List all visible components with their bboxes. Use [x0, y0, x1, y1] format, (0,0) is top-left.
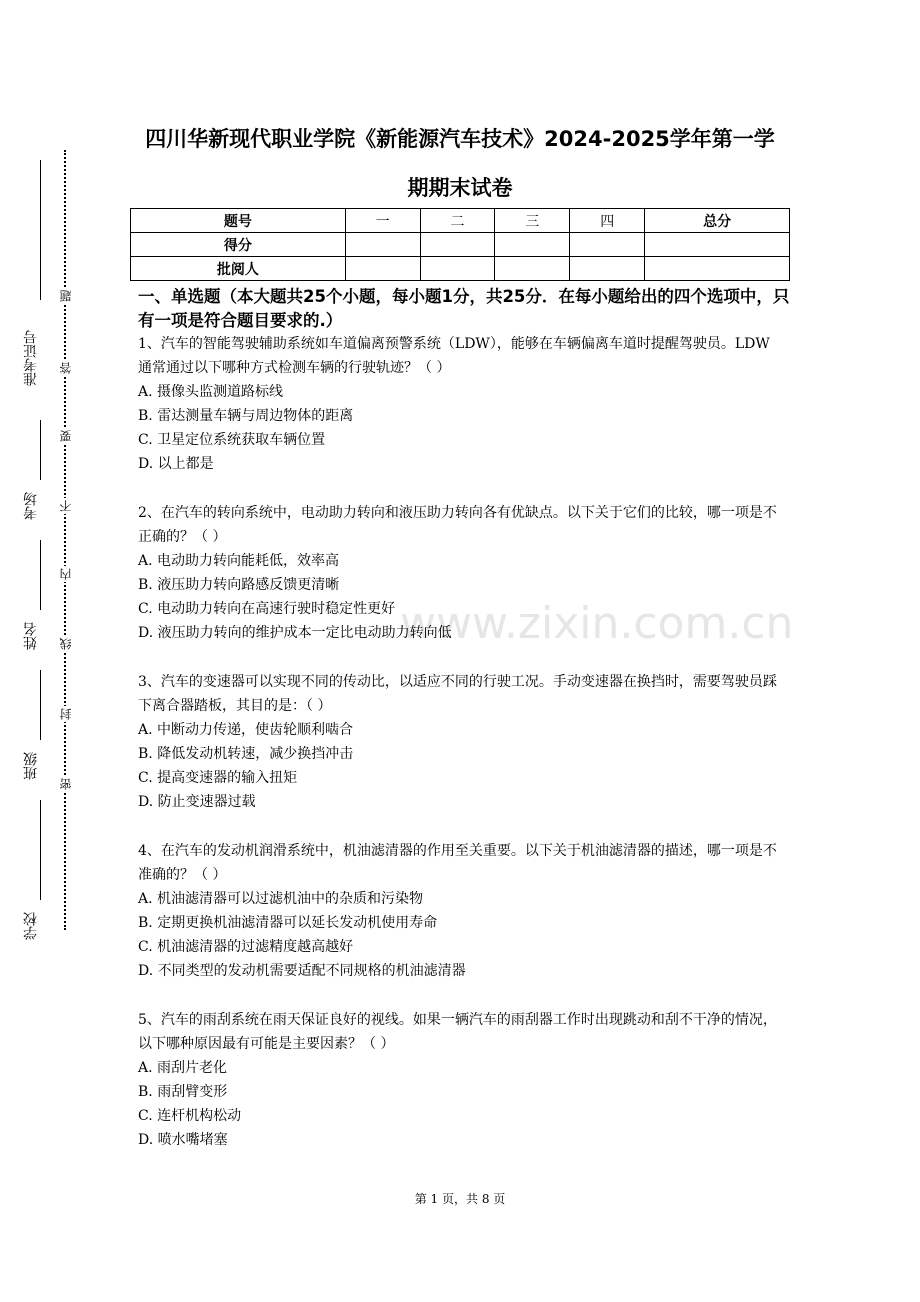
- grader-cell: [420, 257, 495, 281]
- fill-line: [40, 420, 41, 480]
- admission-number-label: 准考证号: [23, 330, 39, 386]
- option: A. 中断动力传递，使齿轮顺利啮合: [138, 722, 354, 738]
- grader-cell: [570, 257, 645, 281]
- seal-word: 要: [59, 430, 73, 442]
- score-table-header-row: [131, 209, 790, 233]
- seal-word: 不: [59, 500, 73, 512]
- option: C. 卫星定位系统获取车辆位置: [138, 432, 326, 448]
- seal-word: 答: [59, 362, 73, 374]
- option: C. 机油滤清器的过滤精度越高越好: [138, 939, 354, 955]
- header-cell: 总分: [645, 209, 790, 233]
- header-cell: 一: [345, 209, 420, 233]
- seal-word: 题: [59, 290, 73, 302]
- seal-word: 封: [59, 708, 73, 720]
- question-text: 4、在汽车的发动机润滑系统中，机油滤清器的作用至关重要。以下关于机油滤清器的描述，哪一项是不准确的？（ ）: [138, 843, 777, 883]
- question-text: 5、汽车的雨刮系统在雨天保证良好的视线。如果一辆汽车的雨刮器工作时出现跳动和刮不干净的情况，以下哪种原因最有可能是主要因素？（ ）: [138, 1012, 777, 1052]
- header-cell: 三: [495, 209, 570, 233]
- option: B. 降低发动机转速，减少换挡冲击: [138, 746, 354, 762]
- seal-dotted-line: [64, 150, 66, 930]
- question-5: [138, 1008, 788, 1152]
- header-cell: 题号: [131, 209, 346, 233]
- score-table: [130, 208, 790, 281]
- header-cell: 二: [420, 209, 495, 233]
- option: D. 液压助力转向的维护成本一定比电动助力转向低: [138, 625, 452, 641]
- score-row: [131, 233, 790, 257]
- grader-cell: [495, 257, 570, 281]
- school-label: 学校: [23, 912, 39, 940]
- grader-cell: [645, 257, 790, 281]
- option: D. 防止变速器过载: [138, 794, 256, 810]
- option: A. 机油滤清器可以过滤机油中的杂质和污染物: [138, 891, 424, 907]
- option: B. 定期更换机油滤清器可以延长发动机使用寿命: [138, 915, 438, 931]
- seal-word: 线: [59, 638, 73, 650]
- watermark: www.zixin.com.cn: [400, 598, 794, 649]
- option: A. 摄像头监测道路标线: [138, 384, 284, 400]
- row-label: 批阅人: [131, 257, 346, 281]
- fill-line: [40, 670, 41, 740]
- row-label: 得分: [131, 233, 346, 257]
- grader-row: [131, 257, 790, 281]
- option: A. 雨刮片老化: [138, 1060, 228, 1076]
- question-text: 3、汽车的变速器可以实现不同的传动比，以适应不同的行驶工况。手动变速器在换挡时，需要驾驶员踩下离合器踏板，其目的是：（ ）: [138, 674, 777, 714]
- exam-title: 四川华新现代职业学院《新能源汽车技术》2024-2025学年第一学: [145, 127, 775, 151]
- question-3: [138, 670, 788, 814]
- exam-room-label: 考场: [23, 492, 39, 520]
- question-text: 2、在汽车的转向系统中，电动助力转向和液压助力转向各有优缺点。以下关于它们的比较，哪一项是不正确的？（ ）: [138, 505, 777, 545]
- exam-title-cont: 期期末试卷: [407, 176, 513, 200]
- score-cell: [570, 233, 645, 257]
- header-cell: 四: [570, 209, 645, 233]
- seal-word: 内: [59, 568, 73, 580]
- option: C. 连杆机构松动: [138, 1108, 242, 1124]
- question-2: [138, 501, 788, 645]
- score-cell: [345, 233, 420, 257]
- seal-word: 密: [59, 778, 73, 790]
- option: C. 电动助力转向在高速行驶时稳定性更好: [138, 601, 396, 617]
- option: B. 液压助力转向路感反馈更清晰: [138, 577, 340, 593]
- score-cell: [420, 233, 495, 257]
- name-label: 姓名: [23, 622, 39, 650]
- section-header: 一、单选题（本大题共25个小题，每小题1分，共25分．在每小题给出的四个选项中，只有一项是符合题目要求的.）: [138, 287, 790, 330]
- option: B. 雨刮臂变形: [138, 1084, 228, 1100]
- option: B. 雷达测量车辆与周边物体的距离: [138, 408, 354, 424]
- option: D. 喷水嘴堵塞: [138, 1132, 228, 1148]
- question-1: [138, 332, 788, 476]
- option: C. 提高变速器的输入扭矩: [138, 770, 298, 786]
- question-text: 1、汽车的智能驾驶辅助系统如车道偏离预警系统（LDW），能够在车辆偏离车道时提醒驾驶员。LDW 通常通过以下哪种方式检测车辆的行驶轨迹？（ ）: [138, 336, 770, 376]
- option: A. 电动助力转向能耗低，效率高: [138, 553, 340, 569]
- score-cell: [645, 233, 790, 257]
- page-footer: 第 1 页，共 8 页: [414, 1192, 506, 1206]
- class-label: 班级: [23, 752, 39, 780]
- question-4: [138, 839, 788, 983]
- option: D. 以上都是: [138, 456, 214, 472]
- score-cell: [495, 233, 570, 257]
- fill-line: [40, 800, 41, 900]
- fill-line: [40, 540, 41, 610]
- grader-cell: [345, 257, 420, 281]
- option: D. 不同类型的发动机需要适配不同规格的机油滤清器: [138, 963, 466, 979]
